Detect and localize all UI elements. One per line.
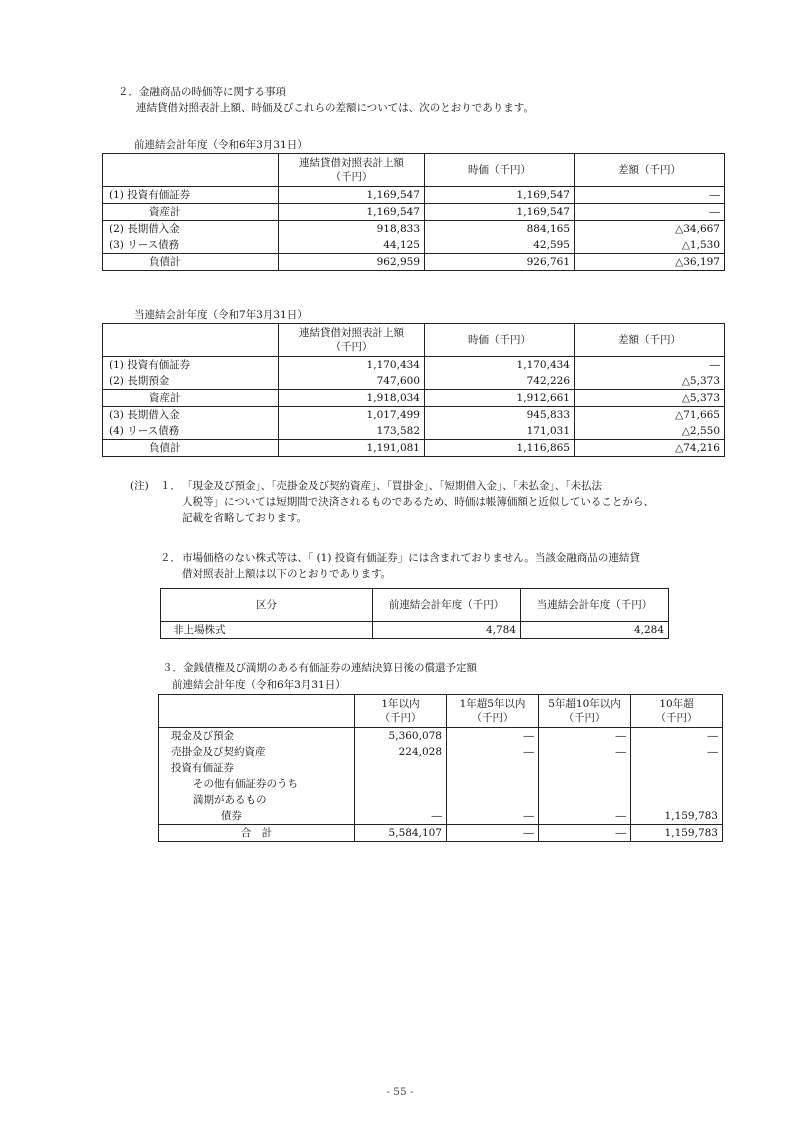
- cell-diff: △5,373: [575, 390, 725, 407]
- cell-c3: [539, 760, 631, 776]
- cell-diff: △36,197: [575, 254, 725, 271]
- table-total-row: [159, 825, 723, 842]
- table-row: [103, 204, 725, 221]
- row-label: 投資有価証券: [159, 760, 355, 776]
- cell-c3: [539, 792, 631, 808]
- table-row: [159, 728, 723, 745]
- cell-c1: ―: [355, 808, 447, 825]
- note-1-text: [182, 478, 654, 526]
- table-row: [103, 254, 725, 271]
- table-row: [103, 390, 725, 407]
- row-label: 負債計: [103, 254, 279, 271]
- cell-c2: ―: [447, 728, 539, 745]
- cell-c2: ―: [447, 744, 539, 760]
- header-difference: 差額（千円）: [575, 324, 725, 357]
- cell-diff: △71,665: [575, 407, 725, 424]
- cell-c1: 5,360,078: [355, 728, 447, 745]
- page-number: - 55 -: [386, 1086, 414, 1098]
- total-label: 合 計: [159, 825, 355, 842]
- header-empty: [103, 154, 279, 187]
- table-header-row: [103, 154, 725, 187]
- cell-c4: [631, 792, 723, 808]
- cell-c3: ―: [539, 728, 631, 745]
- note-line: 記載を省略しております。: [182, 512, 308, 524]
- cell-c2: [447, 760, 539, 776]
- row-label: 満期があるもの: [159, 792, 355, 808]
- table-row: [103, 357, 725, 374]
- section-heading: ２．金融商品の時価等に関する事項: [118, 86, 286, 98]
- table-caption-redemption: 前連結会計年度（令和6年3月31日）: [172, 679, 346, 691]
- cell-diff: △5,373: [575, 373, 725, 390]
- table-caption-prev: 前連結会計年度（令和6年3月31日）: [134, 139, 308, 151]
- note-line: 「現金及び預金」、「売掛金及び契約資産」、「買掛金」、「短期借入金」、「未払金」、「未払法: [182, 480, 602, 492]
- row-label: 現金及び預金: [159, 728, 355, 745]
- header-5-10y: 5年超10年以内 （千円）: [539, 695, 631, 728]
- table-header-row: [103, 324, 725, 357]
- cell-c4: 1,159,783: [631, 825, 723, 842]
- redemption-table: [158, 694, 723, 842]
- cell-c1: [355, 760, 447, 776]
- cell-c1: 5,584,107: [355, 825, 447, 842]
- table-header-row: [161, 589, 669, 622]
- table-caption-curr: 当連結会計年度（令和7年3月31日）: [134, 309, 308, 321]
- cell-diff: △74,216: [575, 440, 725, 457]
- table-row: [159, 776, 723, 792]
- row-label: (4) リース債務: [103, 423, 279, 440]
- header-empty: [159, 695, 355, 728]
- table-row: [103, 373, 725, 390]
- table-row: [161, 622, 669, 639]
- cell-c4: ―: [631, 728, 723, 745]
- table-row: [159, 760, 723, 776]
- note-2-text: [182, 550, 640, 582]
- cell-book: 962,959: [279, 254, 425, 271]
- row-label: (2) 長期借入金: [103, 221, 279, 238]
- cell-book: 1,017,499: [279, 407, 425, 424]
- cell-fair: 945,833: [425, 407, 575, 424]
- cell-fair: 742,226: [425, 373, 575, 390]
- cell-book: 173,582: [279, 423, 425, 440]
- row-label: その他有価証券のうち: [159, 776, 355, 792]
- cell-diff: ―: [575, 187, 725, 204]
- cell-diff: △1,530: [575, 237, 725, 254]
- cell-diff: △34,667: [575, 221, 725, 238]
- table-row: [159, 792, 723, 808]
- header-over-10y: 10年超 （千円）: [631, 695, 723, 728]
- note-line: 市場価格のない株式等は、「 (1) 投資有価証券」には含まれておりません。当該金融商品の連結貸: [182, 552, 640, 564]
- unlisted-shares-table: [160, 588, 669, 639]
- cell-fair: 1,912,661: [425, 390, 575, 407]
- header-book-value: 連結貸借対照表計上額 （千円）: [279, 154, 425, 187]
- cell-c2: [447, 792, 539, 808]
- table-row: [103, 187, 725, 204]
- cell-fair: 926,761: [425, 254, 575, 271]
- cell-c1: [355, 792, 447, 808]
- cell-fair: 171,031: [425, 423, 575, 440]
- header-category: 区分: [161, 589, 373, 622]
- table-row: [159, 744, 723, 760]
- section-intro: 連結貸借対照表計上額、時価及びこれらの差額については、次のとおりであります。: [136, 102, 534, 114]
- row-label: 非上場株式: [161, 622, 373, 639]
- row-label: 売掛金及び契約資産: [159, 744, 355, 760]
- cell-book: 44,125: [279, 237, 425, 254]
- cell-diff: ―: [575, 357, 725, 374]
- table-row: [159, 808, 723, 825]
- row-label: 資産計: [103, 390, 279, 407]
- table-row: [103, 237, 725, 254]
- cell-book: 918,833: [279, 221, 425, 238]
- cell-c1: [355, 776, 447, 792]
- header-within-1y: 1年以内 （千円）: [355, 695, 447, 728]
- header-difference: 差額（千円）: [575, 154, 725, 187]
- header-book-value: 連結貸借対照表計上額 （千円）: [279, 324, 425, 357]
- row-label: (2) 長期預金: [103, 373, 279, 390]
- cell-c3: ―: [539, 808, 631, 825]
- cell-fair: 42,595: [425, 237, 575, 254]
- table-header-row: [159, 695, 723, 728]
- table-row: [103, 423, 725, 440]
- note-2-number: ２．: [160, 552, 181, 564]
- header-fair-value: 時価（千円）: [425, 154, 575, 187]
- cell-c1: 224,028: [355, 744, 447, 760]
- note-line: 人税等」については短期間で決済されるものであるため、時価は帳簿価額と近似していることから、: [182, 496, 654, 508]
- cell-fair: 1,169,547: [425, 187, 575, 204]
- cell-c4: [631, 760, 723, 776]
- section-3-heading: ３．金銭債権及び満期のある有価証券の連結決算日後の償還予定額: [162, 662, 477, 674]
- cell-fair: 1,170,434: [425, 357, 575, 374]
- cell-c2: [447, 776, 539, 792]
- cell-book: 1,170,434: [279, 357, 425, 374]
- cell-book: 747,600: [279, 373, 425, 390]
- cell-curr: 4,284: [521, 622, 669, 639]
- cell-book: 1,169,547: [279, 187, 425, 204]
- cell-book: 1,191,081: [279, 440, 425, 457]
- table-row: [103, 221, 725, 238]
- cell-c3: ―: [539, 825, 631, 842]
- cell-c4: 1,159,783: [631, 808, 723, 825]
- cell-c3: [539, 776, 631, 792]
- cell-diff: △2,550: [575, 423, 725, 440]
- header-prev-year: 前連結会計年度（千円）: [373, 589, 521, 622]
- cell-book: 1,918,034: [279, 390, 425, 407]
- row-label: 負債計: [103, 440, 279, 457]
- cell-c4: [631, 776, 723, 792]
- table-row: [103, 440, 725, 457]
- cell-fair: 1,169,547: [425, 204, 575, 221]
- header-curr-year: 当連結会計年度（千円）: [521, 589, 669, 622]
- row-label: (1) 投資有価証券: [103, 187, 279, 204]
- note-line: 借対照表計上額は以下のとおりであります。: [182, 568, 392, 580]
- notes-label: (注): [130, 480, 149, 492]
- cell-fair: 884,165: [425, 221, 575, 238]
- cell-fair: 1,116,865: [425, 440, 575, 457]
- fair-value-table-curr: [102, 323, 725, 457]
- row-label: (3) 長期借入金: [103, 407, 279, 424]
- header-empty: [103, 324, 279, 357]
- cell-c2: ―: [447, 825, 539, 842]
- header-fair-value: 時価（千円）: [425, 324, 575, 357]
- note-1-number: １．: [160, 480, 181, 492]
- cell-book: 1,169,547: [279, 204, 425, 221]
- row-label: 資産計: [103, 204, 279, 221]
- row-label: (3) リース債務: [103, 237, 279, 254]
- header-1-5y: 1年超5年以内 （千円）: [447, 695, 539, 728]
- row-label: (1) 投資有価証券: [103, 357, 279, 374]
- table-row: [103, 407, 725, 424]
- cell-c3: ―: [539, 744, 631, 760]
- cell-diff: ―: [575, 204, 725, 221]
- cell-prev: 4,784: [373, 622, 521, 639]
- fair-value-table-prev: [102, 153, 725, 271]
- row-label: 債券: [159, 808, 355, 825]
- cell-c4: ―: [631, 744, 723, 760]
- cell-c2: ―: [447, 808, 539, 825]
